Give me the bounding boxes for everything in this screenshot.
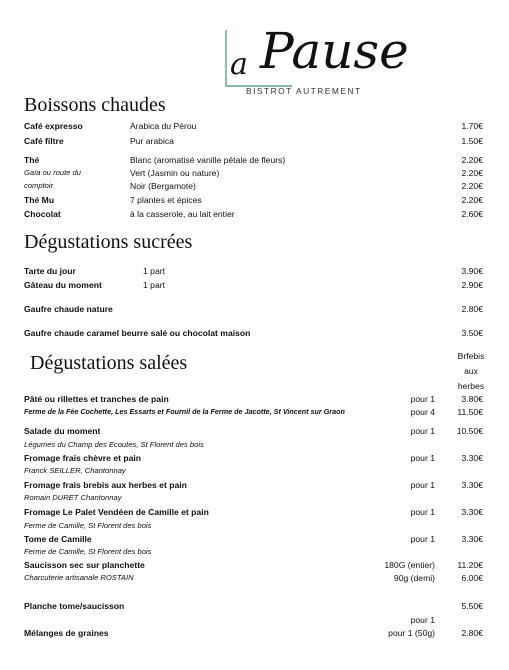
item-price: 2.20€ [461,195,483,205]
item-price: 2.20€ [461,168,483,178]
svg-text:a: a [230,47,248,82]
item-desc: Vert (Jasmin ou nature) [130,168,220,178]
item-price: 2.80€ [461,304,483,314]
item-note: Romain DURET Chantonnay [24,493,122,502]
item-note: Gaïa ou route du [24,168,81,177]
item-price: 3.90€ [461,266,483,276]
item-note: Légumes du Champ des Ecoutes, St Florent des bois [24,440,204,449]
item-qty: pour 4 [410,407,435,417]
item-qty: 90g (demi) [393,573,435,583]
item-name: Thé [24,155,40,165]
item-desc: Arabica du Pérou [130,121,197,131]
item-note: Franck SEILLER, Chantonnay [24,466,126,475]
item-price: 2.90€ [461,280,483,290]
item-price: 3.30€ [461,507,483,517]
item-name: Gâteau du moment [24,280,102,290]
section-title-salees: Dégustations salées [30,352,188,374]
item-name: Café expresso [24,121,83,131]
item-desc: à la casserole, au lait entier [130,209,235,219]
item-desc: Pur arabica [130,136,174,146]
item-price: 2.80€ [461,628,483,638]
item-name: Fromage Le Palet Vendéen de Camille et pain [24,507,209,517]
section-title-boissons: Boissons chaudes [24,94,166,116]
la-pause-logo [210,8,409,100]
item-qty: pour 1 [410,453,435,463]
item-name: Gaufre chaude nature [24,304,113,314]
item-note: Ferme de Camille, St Florent des bois [24,547,152,556]
item-note: Ferme de Camille, St Florent des bois [24,521,152,530]
logo-tagline: BISTROT AUTREMENT [246,86,362,96]
item-price: 5.50€ [461,601,483,611]
item-name: Pâté ou rillettes et tranches de pain [24,394,169,404]
item-name: Saucisson sec sur planchette [24,560,145,570]
item-price: 3.30€ [461,453,483,463]
item-note: comptoir [24,181,54,190]
item-price: 10.50€ [456,426,483,436]
item-note: Charcuterie artisanale ROSTAIN [24,573,134,582]
item-qty: 1 part [143,280,165,290]
svg-text:Pause: Pause [260,22,409,80]
column-header-line: herbes [457,381,485,391]
column-header-line: Brfebis [457,351,485,361]
item-price: 2.20€ [461,155,483,165]
item-name: Fromage frais brebis aux herbes et pain [24,480,187,490]
item-price: 1.50€ [461,136,483,146]
item-name: Gaufre chaude caramel beurre salé ou chocolat maison [24,328,251,338]
item-price: 3.50€ [461,328,483,338]
item-qty: pour 1 (50g) [388,628,435,638]
item-name: Salade du moment [24,426,101,436]
item-price: 2.60€ [461,209,483,219]
item-name: Tarte du jour [24,266,76,276]
item-desc: Noir (Bergamote) [130,181,196,191]
item-name: Planche tome/saucisson [24,601,125,611]
item-price: 11.50€ [457,407,483,417]
item-name: Mélanges de graines [24,628,109,638]
item-price: 11.20€ [457,560,483,570]
item-qty: pour 1 [410,615,435,625]
column-header-line: aux [464,366,478,376]
item-qty: 180G (entier) [384,560,435,570]
item-name: Tome de Camille [24,534,92,544]
item-price: 3.30€ [461,534,483,544]
item-name: Chocolat [24,209,61,219]
item-price: 6.00€ [461,573,483,583]
item-qty: pour 1 [410,394,435,404]
item-name: Thé Mu [24,195,55,205]
item-qty: pour 1 [410,480,435,490]
item-desc: Blanc (aromatisé vanille pétale de fleurs) [130,155,286,165]
item-qty: pour 1 [410,426,435,436]
item-price: 1.70€ [461,121,483,131]
item-name: Café filtre [24,136,64,146]
item-price: 2.20€ [461,181,483,191]
item-price: 3.30€ [461,480,483,490]
item-qty: pour 1 [410,507,435,517]
item-qty: pour 1 [410,534,435,544]
item-qty: 1 part [143,266,165,276]
section-title-sucrees: Dégustations sucrées [24,231,193,253]
item-price: 3.80€ [461,394,483,404]
item-note: Ferme de la Fée Cochette, Les Essarts et Fournil de la Ferme de Jacotte, St Vincent sur Graon [24,407,345,416]
item-desc: 7 plantes et épices [130,195,202,205]
item-name: Fromage frais chèvre et pain [24,453,142,463]
